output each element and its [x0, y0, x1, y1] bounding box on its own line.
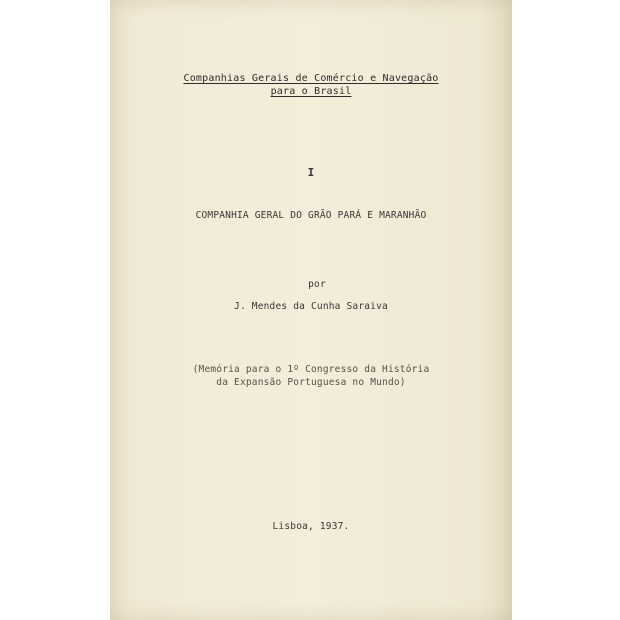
document-title-line-1: Companhias Gerais de Comércio e Navegação — [183, 73, 439, 84]
by-label: por — [308, 279, 326, 290]
memoir-line-2: da Expansão Portuguesa no Mundo) — [216, 377, 406, 388]
place-and-date: Lisboa, 1937. — [272, 521, 350, 532]
typewritten-page — [110, 0, 512, 620]
section-title: COMPANHIA GERAL DO GRÃO PARÁ E MARANHÃO — [195, 210, 427, 221]
author-name: J. Mendes da Cunha Saraiva — [234, 301, 388, 312]
document-title-line-2: para o Brasil — [270, 86, 352, 97]
section-number: I — [307, 166, 315, 179]
memoir-line-1: (Memória para o 1º Congresso da História — [192, 364, 430, 375]
